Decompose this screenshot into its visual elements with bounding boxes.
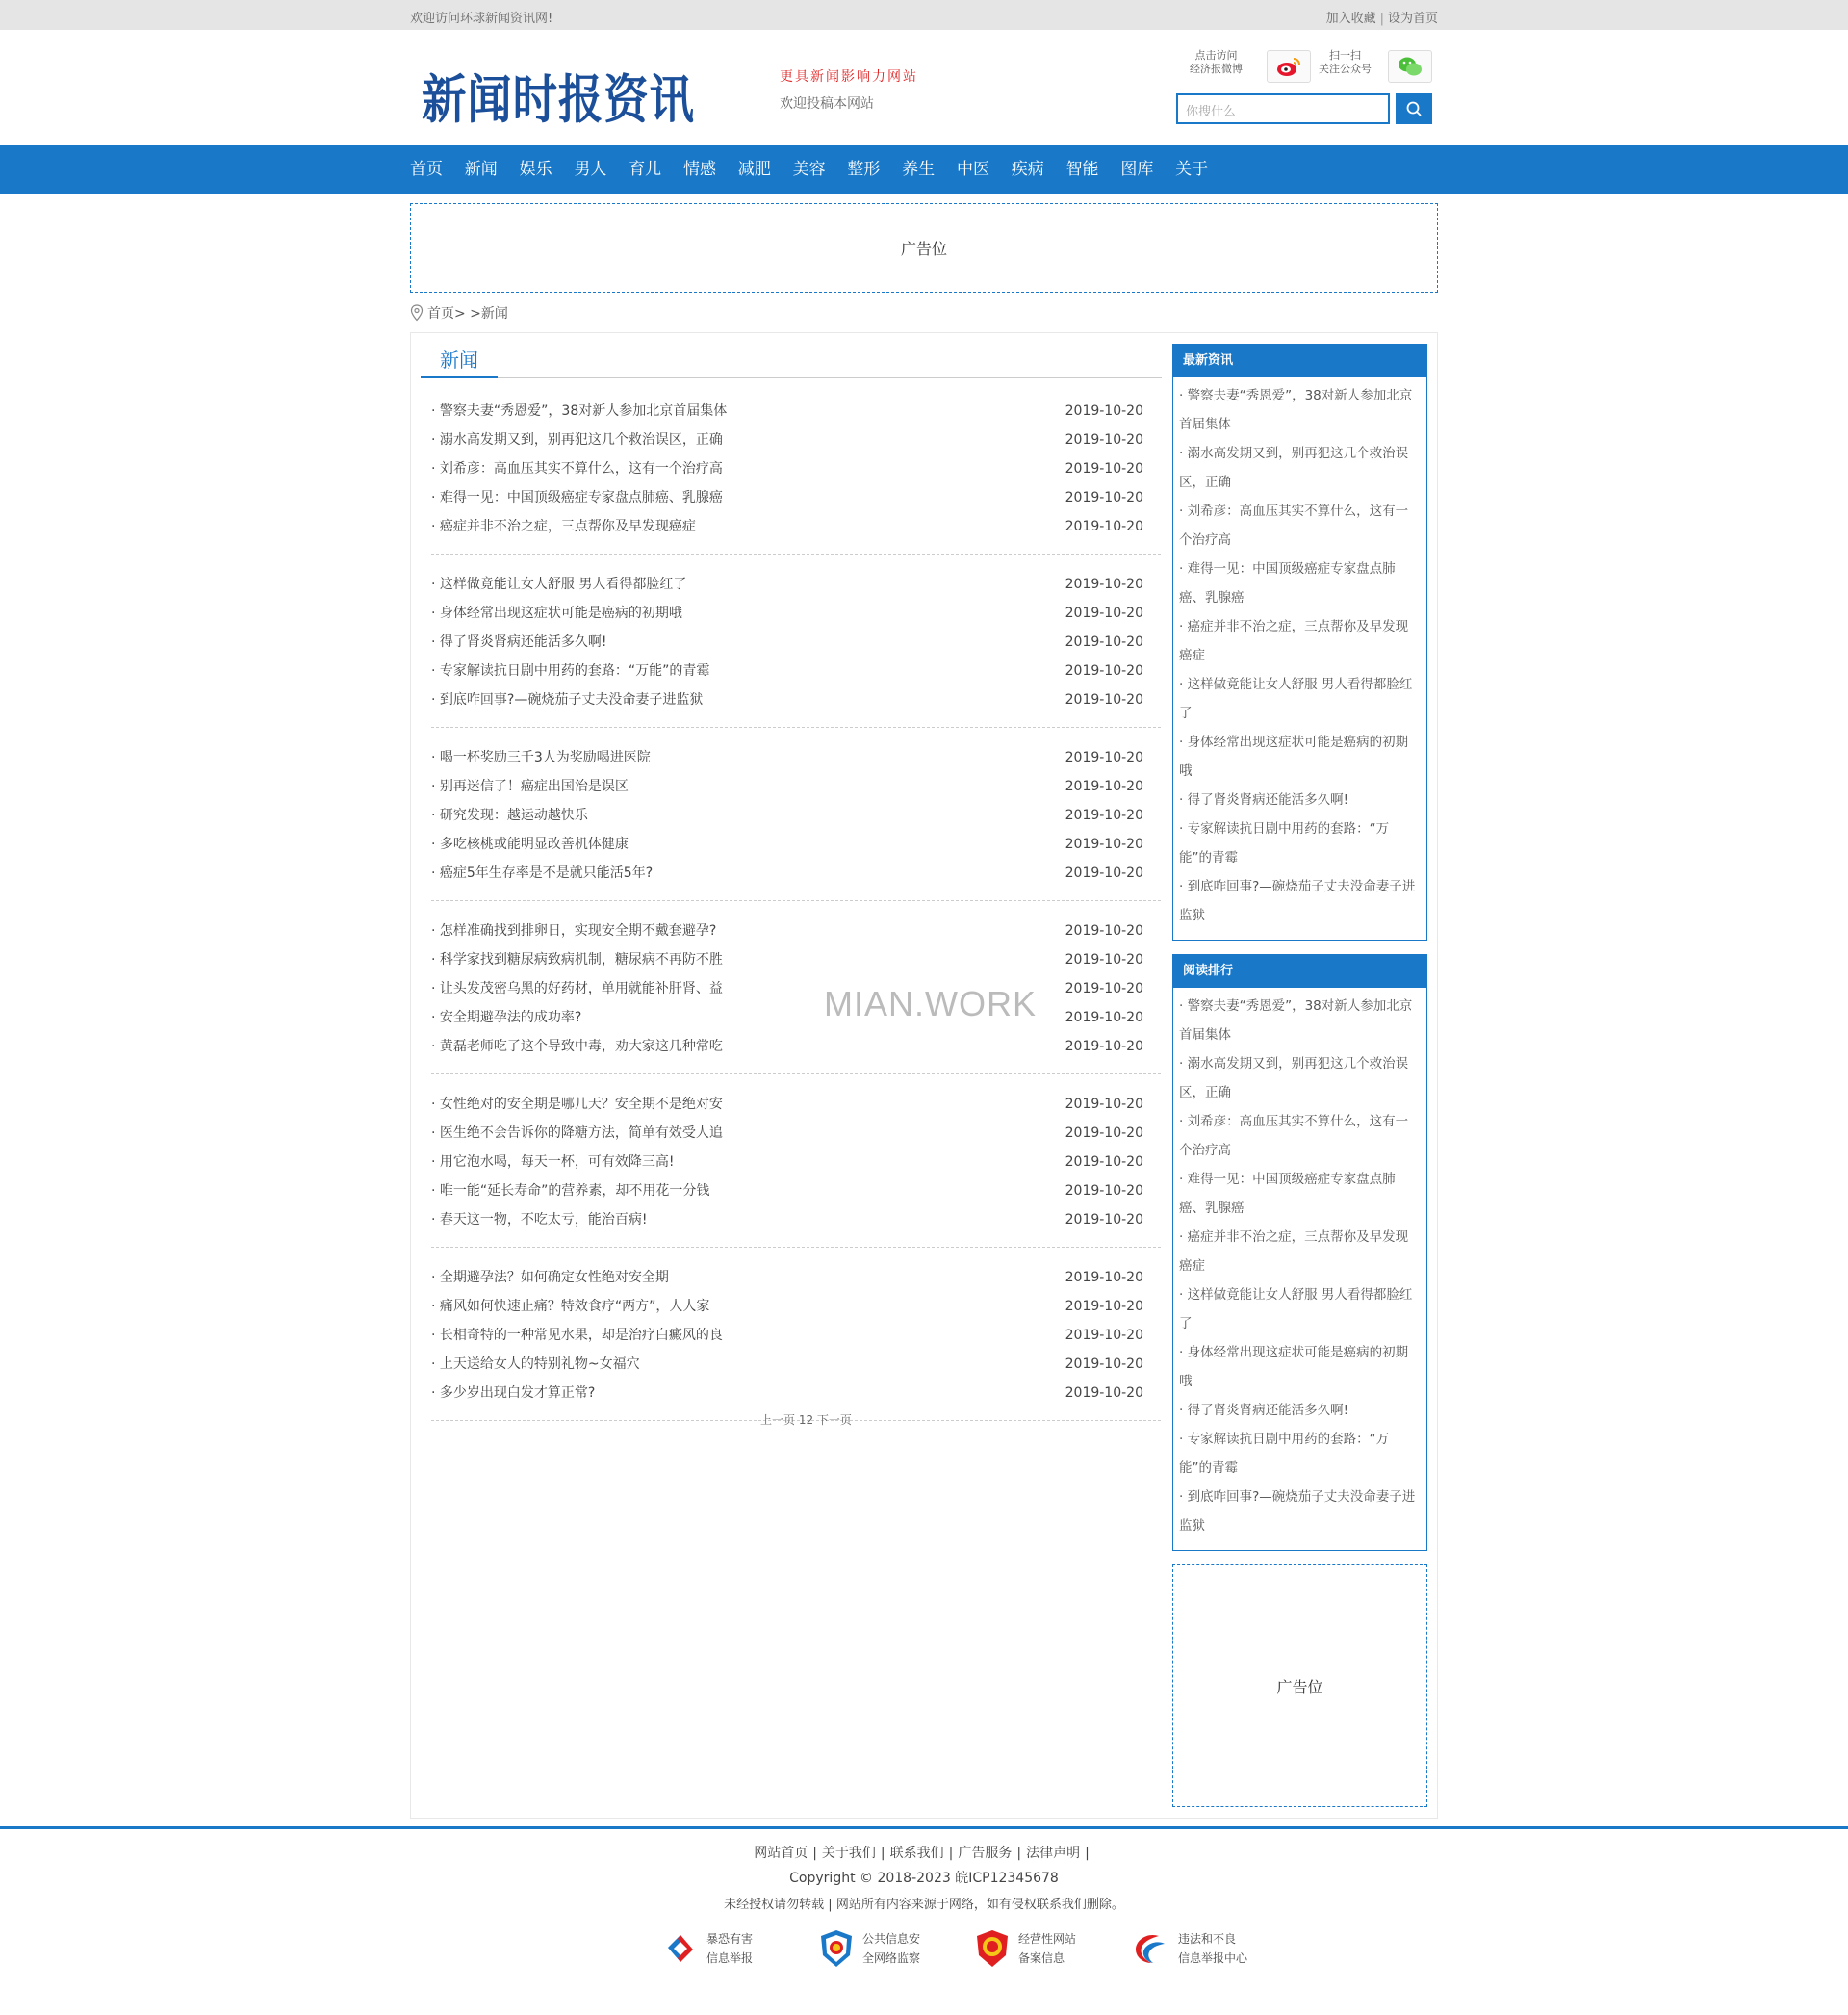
nav-item[interactable]: 男人	[574, 160, 607, 179]
site-header	[0, 30, 1848, 145]
footer-divider	[0, 1826, 1848, 1829]
news-row	[431, 917, 1161, 945]
footer-links: 网站首页 | 关于我们 | 联系我们 | 广告服务 | 法律声明 |	[754, 1846, 1090, 1861]
nav-item[interactable]: 养生	[902, 160, 936, 179]
news-title-link[interactable]: · 警察夫妻“秀恩爱”，38对新人参加北京首届集体	[431, 403, 728, 419]
weibo-icon[interactable]	[1267, 50, 1311, 83]
news-row	[431, 1292, 1161, 1321]
news-row	[431, 426, 1161, 454]
nav-item[interactable]: 育儿	[629, 160, 662, 179]
nav-item[interactable]: 减肥	[737, 160, 771, 179]
nav-item[interactable]: 图库	[1120, 160, 1154, 179]
reading-rank-box	[1172, 954, 1427, 1551]
set-homepage-link[interactable]: 设为首页	[1387, 12, 1438, 26]
sidebar-news-item[interactable]: · 难得一见：中国顶级癌症专家盘点肺癌、乳腺癌	[1179, 1172, 1396, 1216]
news-title-link[interactable]: · 黄磊老师吃了这个导致中毒，劝大家这几种常吃	[431, 1039, 723, 1054]
news-row	[431, 1379, 1161, 1408]
news-row	[431, 512, 1161, 541]
nav-item[interactable]: 智能	[1065, 160, 1099, 179]
nav-item[interactable]: 整形	[847, 160, 881, 179]
news-date: 2019-10-20	[1065, 1356, 1143, 1372]
sidebar-news-item[interactable]: · 警察夫妻“秀恩爱”，38对新人参加北京首届集体	[1179, 388, 1413, 432]
sidebar-news-item[interactable]: · 刘希彦：高血压其实不算什么，这有一个治疗高	[1179, 1114, 1409, 1158]
news-date: 2019-10-20	[1065, 1039, 1143, 1054]
news-title-link[interactable]: · 让头发茂密乌黑的好药材，单用就能补肝肾、益	[431, 981, 723, 996]
welcome-text: 欢迎访问环球新闻资讯网!	[410, 12, 553, 26]
sidebar-news-item[interactable]: · 身体经常出现这症状可能是癌病的初期哦	[1179, 1345, 1409, 1389]
location-pin-icon	[410, 304, 424, 322]
news-group	[431, 397, 1161, 555]
news-title-link[interactable]: · 痛风如何快速止痛？特效食疗“两方”，人人家	[431, 1299, 710, 1314]
news-row	[431, 397, 1161, 426]
news-row	[431, 1119, 1161, 1148]
pagination[interactable]: 上一页 12 下一页	[760, 1413, 852, 1427]
footer-link[interactable]: 法律声明	[1026, 1846, 1081, 1861]
badge-violent-report[interactable]: 暴恐有害 信息举报	[662, 1928, 818, 1969]
news-title-link[interactable]: · 春天这一物，不吃太亏，能治百病!	[431, 1212, 648, 1227]
footer-link[interactable]: 关于我们	[821, 1846, 876, 1861]
nav-item[interactable]: 疾病	[1011, 160, 1044, 179]
news-date: 2019-10-20	[1065, 837, 1143, 852]
news-title-link[interactable]: · 难得一见：中国顶级癌症专家盘点肺癌、乳腺癌	[431, 490, 723, 505]
reading-rank-title: 阅读排行	[1173, 955, 1426, 988]
news-title-link[interactable]: · 全期避孕法？如何确定女性绝对安全期	[431, 1270, 669, 1285]
news-row	[431, 1205, 1161, 1234]
news-date: 2019-10-20	[1065, 1010, 1143, 1025]
news-date: 2019-10-20	[1065, 461, 1143, 477]
nav-item[interactable]: 新闻	[464, 160, 498, 179]
police-shield-icon	[818, 1928, 855, 1969]
news-title-link[interactable]: · 到底咋回事?—碗烧茄子丈夫没命妻子进监狱	[431, 692, 704, 708]
news-group	[431, 743, 1161, 901]
news-row	[431, 1263, 1161, 1292]
news-date: 2019-10-20	[1065, 1328, 1143, 1343]
latest-news-box	[1172, 344, 1427, 941]
news-date: 2019-10-20	[1065, 1385, 1143, 1401]
violent-report-icon	[662, 1930, 699, 1967]
news-row	[431, 1148, 1161, 1176]
site-logo[interactable]: 新闻时报资讯	[422, 71, 695, 129]
sidebar-news-item[interactable]: · 这样做竟能让女人舒服 男人看得都脸红了	[1179, 1287, 1413, 1331]
news-title-link[interactable]: · 溺水高发期又到，别再犯这几个救治误区，正确	[431, 432, 723, 448]
news-title-link[interactable]: · 身体经常出现这症状可能是癌病的初期哦	[431, 606, 682, 621]
news-row	[431, 859, 1161, 888]
sidebar-news-item[interactable]: · 溺水高发期又到，别再犯这几个救治误区，正确	[1179, 446, 1409, 490]
news-title-link[interactable]: · 得了肾炎肾病还能活多久啊!	[431, 634, 607, 650]
sidebar-news-item[interactable]: · 警察夫妻“秀恩爱”，38对新人参加北京首届集体	[1179, 998, 1413, 1043]
search-button[interactable]	[1396, 93, 1432, 124]
news-title-link[interactable]: · 科学家找到糖尿病致病机制，糖尿病不再防不胜	[431, 952, 723, 968]
news-title-link[interactable]: · 唯一能“延长寿命”的营养素，却不用花一分钱	[431, 1183, 710, 1199]
top-bar	[0, 0, 1848, 30]
news-row	[431, 1350, 1161, 1379]
news-row	[431, 1032, 1161, 1061]
illegal-report-icon	[1130, 1930, 1170, 1967]
news-date: 2019-10-20	[1065, 750, 1143, 765]
sidebar-news-item[interactable]: · 癌症并非不治之症，三点帮你及早发现癌症	[1179, 1229, 1409, 1274]
news-row	[431, 685, 1161, 714]
news-date: 2019-10-20	[1065, 403, 1143, 419]
sidebar-news-item[interactable]: · 癌症并非不治之症，三点帮你及早发现癌症	[1179, 619, 1409, 663]
sidebar-news-item[interactable]: · 刘希彦：高血压其实不算什么，这有一个治疗高	[1179, 504, 1409, 548]
nav-item[interactable]: 情感	[682, 160, 716, 179]
news-row	[431, 1003, 1161, 1032]
wechat-label: 扫一扫 关注公众号	[1319, 49, 1372, 75]
search-input[interactable]: 你搜什么	[1176, 93, 1390, 124]
news-row	[431, 772, 1161, 801]
news-row	[431, 801, 1161, 830]
sidebar-news-item[interactable]: · 专家解读抗日剧中用药的套路：“万能”的青霉	[1179, 821, 1390, 865]
news-date: 2019-10-20	[1065, 432, 1143, 448]
news-title-link[interactable]: · 女性绝对的安全期是哪几天？安全期不是绝对安	[431, 1097, 723, 1112]
sidebar-news-item[interactable]: · 身体经常出现这症状可能是癌病的初期哦	[1179, 735, 1409, 779]
sidebar-news-item[interactable]: · 这样做竟能让女人舒服 男人看得都脸红了	[1179, 677, 1413, 721]
news-title-link[interactable]: · 多少岁出现白发才算正常?	[431, 1385, 596, 1401]
news-date: 2019-10-20	[1065, 1299, 1143, 1314]
news-row	[431, 945, 1161, 974]
news-row	[431, 483, 1161, 512]
badge-illegal-report[interactable]: 违法和不良 信息举报中心	[1130, 1928, 1286, 1969]
main-nav	[0, 145, 1848, 194]
news-date: 2019-10-20	[1065, 519, 1143, 534]
news-title-link[interactable]: · 癌症并非不治之症，三点帮你及早发现癌症	[431, 519, 696, 534]
news-title-link[interactable]: · 长相奇特的一种常见水果，却是治疗白癜风的良	[431, 1328, 723, 1343]
nav-item[interactable]: 关于	[1175, 160, 1209, 179]
top-links: 加入收藏 | 设为首页	[1325, 12, 1438, 26]
news-row	[431, 599, 1161, 628]
sidebar-news-item[interactable]: · 得了肾炎肾病还能活多久啊!	[1179, 792, 1348, 808]
business-emblem-icon	[974, 1928, 1011, 1969]
sidebar-news-item[interactable]: · 难得一见：中国顶级癌症专家盘点肺癌、乳腺癌	[1179, 561, 1396, 606]
news-row	[431, 1176, 1161, 1205]
search-icon	[1405, 100, 1423, 117]
weibo-label: 点击访问 经济报微博	[1190, 49, 1243, 75]
footer-link[interactable]: 联系我们	[889, 1846, 944, 1861]
news-date: 2019-10-20	[1065, 692, 1143, 708]
copyright: Copyright © 2018-2023 皖ICP12345678	[789, 1871, 1059, 1886]
nav-item[interactable]: 娱乐	[519, 160, 552, 179]
news-group	[431, 1263, 1161, 1421]
news-title-link[interactable]: · 别再迷信了！癌症出国治是误区	[431, 779, 629, 794]
news-list	[431, 397, 1161, 1436]
news-date: 2019-10-20	[1065, 1097, 1143, 1112]
latest-news-title: 最新资讯	[1173, 345, 1426, 377]
news-row	[431, 1090, 1161, 1119]
news-group	[431, 1090, 1161, 1248]
news-date: 2019-10-20	[1065, 865, 1143, 881]
sidebar-news-item[interactable]: · 溺水高发期又到，别再犯这几个救治误区，正确	[1179, 1056, 1409, 1100]
news-title-link[interactable]: · 癌症5年生存率是不是就只能活5年?	[431, 865, 654, 881]
news-row	[431, 570, 1161, 599]
news-title-link[interactable]: · 用它泡水喝，每天一杯，可有效降三高!	[431, 1154, 675, 1170]
news-row	[431, 743, 1161, 772]
news-row	[431, 628, 1161, 657]
news-title-link[interactable]: · 医生绝不会告诉你的降糖方法，简单有效受人追	[431, 1125, 723, 1141]
sidebar-news-item[interactable]: · 专家解读抗日剧中用药的套路：“万能”的青霉	[1179, 1432, 1390, 1476]
ad-banner-top[interactable]: 广告位	[410, 203, 1438, 293]
news-date: 2019-10-20	[1065, 606, 1143, 621]
news-title-link[interactable]: · 上天送给女人的特别礼物~女福穴	[431, 1356, 640, 1372]
news-row	[431, 454, 1161, 483]
footer-badges	[662, 1928, 1286, 1969]
news-title-link[interactable]: · 多吃核桃或能明显改善机体健康	[431, 837, 629, 852]
news-title-link[interactable]: · 刘希彦：高血压其实不算什么，这有一个治疗高	[431, 461, 723, 477]
news-group	[431, 570, 1161, 728]
list-header	[421, 339, 1162, 378]
news-title-link[interactable]: · 专家解读抗日剧中用药的套路：“万能”的青霉	[431, 663, 710, 679]
news-date: 2019-10-20	[1065, 1270, 1143, 1285]
news-date: 2019-10-20	[1065, 923, 1143, 939]
news-date: 2019-10-20	[1065, 952, 1143, 968]
watermark: MIAN.WORK	[824, 984, 1037, 1023]
bookmark-link[interactable]: 加入收藏	[1325, 12, 1376, 26]
wechat-icon[interactable]	[1388, 50, 1432, 83]
news-date: 2019-10-20	[1065, 1125, 1143, 1141]
news-title-link[interactable]: · 安全期避孕法的成功率?	[431, 1010, 582, 1025]
news-date: 2019-10-20	[1065, 663, 1143, 679]
news-row	[431, 657, 1161, 685]
news-date: 2019-10-20	[1065, 577, 1143, 592]
news-title-link[interactable]: · 怎样准确找到排卵日，实现安全期不戴套避孕?	[431, 923, 717, 939]
news-date: 2019-10-20	[1065, 779, 1143, 794]
sidebar-news-item[interactable]: · 到底咋回事?—碗烧茄子丈夫没命妻子进监狱	[1179, 879, 1416, 923]
footer-link[interactable]: 广告服务	[958, 1846, 1013, 1861]
news-row	[431, 974, 1161, 1003]
news-date: 2019-10-20	[1065, 808, 1143, 823]
news-title-link[interactable]: · 这样做竟能让女人舒服 男人看得都脸红了	[431, 577, 687, 592]
breadcrumb	[410, 303, 508, 323]
news-date: 2019-10-20	[1065, 1212, 1143, 1227]
nav-item[interactable]: 首页	[410, 160, 443, 179]
list-title: 新闻	[421, 339, 498, 378]
site-slogan: 更具新闻影响力网站	[780, 69, 918, 85]
news-title-link[interactable]: · 研究发现：越运动越快乐	[431, 808, 588, 823]
breadcrumb-text[interactable]: 首页> >新闻	[427, 306, 508, 322]
news-date: 2019-10-20	[1065, 634, 1143, 650]
news-group	[431, 917, 1161, 1074]
ad-banner-side[interactable]: 广告位	[1172, 1564, 1427, 1807]
disclaimer: 未经授权请勿转载 | 网站所有内容来源于网络，如有侵权联系我们删除。	[724, 1898, 1124, 1912]
footer-link[interactable]: 网站首页	[754, 1846, 808, 1861]
sidebar-news-item[interactable]: · 到底咋回事?—碗烧茄子丈夫没命妻子进监狱	[1179, 1489, 1416, 1534]
news-date: 2019-10-20	[1065, 981, 1143, 996]
news-date: 2019-10-20	[1065, 1183, 1143, 1199]
nav-item[interactable]: 中医	[956, 160, 989, 179]
nav-item[interactable]: 美容	[792, 160, 826, 179]
news-date: 2019-10-20	[1065, 1154, 1143, 1170]
news-row	[431, 830, 1161, 859]
site-subslogan: 欢迎投稿本网站	[780, 96, 874, 112]
badge-network-security[interactable]: 公共信息安 全网络监察	[818, 1928, 974, 1969]
news-date: 2019-10-20	[1065, 490, 1143, 505]
sidebar-news-item[interactable]: · 得了肾炎肾病还能活多久啊!	[1179, 1403, 1348, 1418]
badge-business-record[interactable]: 经营性网站 备案信息	[974, 1928, 1130, 1969]
news-title-link[interactable]: · 喝一杯奖励三千3人为奖励喝进医院	[431, 750, 651, 765]
news-row	[431, 1321, 1161, 1350]
